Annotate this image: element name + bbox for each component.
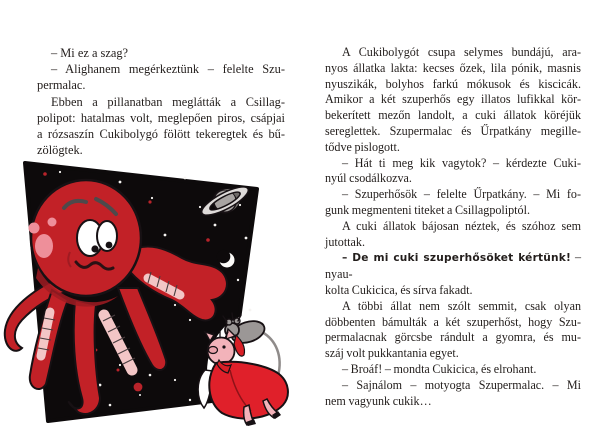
paragraph [325,250,581,298]
text-line [325,346,581,362]
text-segment: zölögtek. [37,143,83,158]
text-line [325,330,581,346]
paragraph [325,299,581,362]
text-line [325,362,581,378]
text-segment: – De mi cuki szuperhősöket kértünk! [342,252,572,265]
paragraph [37,45,285,61]
text-line [325,378,581,394]
text-line [37,110,285,126]
text-segment: kolta Cukicica, és sírva fakadt. [325,282,473,297]
text-line [37,61,285,77]
text-segment: nyuszikák, bolyhos farkú mókusok és kiscicák. [325,76,581,91]
illustration-star-octopus [0,160,300,430]
text-line [325,315,581,331]
text-segment: nyúl csodálkozva. [325,171,412,186]
text-segment: bekerített mezőn landolt, a cuki állatok köréjük [325,108,581,123]
text-line [37,45,285,61]
text-line [37,142,285,158]
text-segment: száj volt pukkantania egyet. [325,346,459,361]
text-segment: gunk megmenteni titeket a Csillagpoliptól. [325,202,530,217]
text-segment: – Alighanem megérkeztünk – felelte Szu- [51,62,285,77]
text-segment: – Broáf! – mondta Cukicica, és elrohant. [342,361,537,376]
paragraph [325,219,581,251]
text-line [325,283,581,299]
text-segment: tődve pislogott. [325,139,400,154]
text-segment: A többi állat nem szólt semmit, csak olyan [342,298,581,313]
paragraph [37,61,285,93]
text-segment: A cuki állatok bájosan néztek, és szóhoz sem [342,218,581,233]
text-line [37,126,285,142]
text-segment: döbbenten bámulták a két szuperhőst, hogy Szu- [325,314,581,329]
text-segment: – Sajnálom – motyogta Szupermalac. – Mi [342,377,581,392]
paragraph [325,362,581,378]
text-segment: permalacnak görcsbe rándult a gyomra, és mu- [325,330,581,345]
text-segment: jutottak. [325,234,365,249]
text-line [325,124,581,140]
text-segment: Ebben a pillanatban meglátták a Csillag- [51,94,285,109]
text-line [325,171,581,187]
text-line [325,219,581,235]
left-page-text [37,45,285,158]
text-segment: nem vagyunk cukik… [325,393,432,408]
paragraph [325,156,581,188]
text-line [325,61,581,77]
text-line [325,250,581,283]
text-line [325,187,581,203]
text-line [325,203,581,219]
text-segment: permalac. [37,78,86,93]
text-line [37,77,285,93]
paragraph [325,45,581,156]
paragraph [325,187,581,219]
text-line [325,394,581,410]
paragraph [37,94,285,159]
text-line [325,45,581,61]
text-line [325,77,581,93]
text-segment: nyos állatka lakta: kecses őzek, lila pónik, masnis [325,60,581,75]
octopus-eyes [77,220,117,256]
text-segment: sereglettek. Szupermalac és Űrpatkány megille- [325,123,581,138]
text-segment: polipot: hatalmas volt, meglepően piros, csápjai [37,110,285,125]
text-segment: A Cukibolygót csupa selymes bundájú, ara- [342,45,581,59]
text-line [325,299,581,315]
text-line [37,94,285,110]
text-line [325,92,581,108]
text-segment: Amikor a két szuperhős egy illatos lufikkal kör- [325,92,581,107]
text-line [325,235,581,251]
text-line [325,140,581,156]
text-line [325,156,581,172]
text-segment: – Mi ez a szag? [51,46,129,60]
paragraph [325,378,581,410]
text-segment: a rózsaszín Cukibolygó fölött tekeregtek és bű- [37,127,285,142]
text-line [325,108,581,124]
text-segment: – Hát ti meg kik vagytok? – kérdezte Cuki- [342,155,581,170]
text-segment: – Szuperhősök – felelte Űrpatkány. – Mi fo- [342,187,581,202]
text-segment: – nyau- [325,250,582,282]
right-page-text [325,45,581,409]
